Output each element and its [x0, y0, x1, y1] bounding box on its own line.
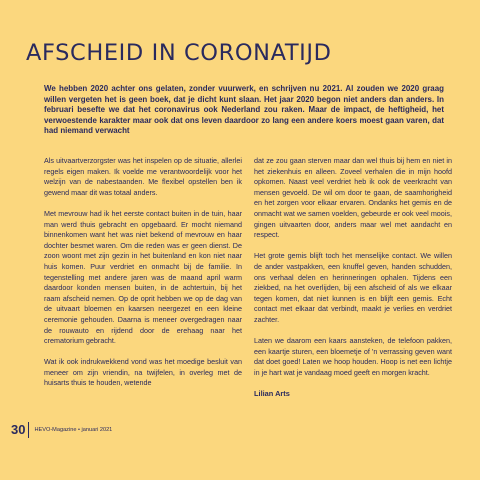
- article-lead: We hebben 2020 achter ons gelaten, zonder vuurwerk, en schrijven nu 2021. Al zouden we 2020 graag willen vergeten het is geen boek, dat je dicht kunt slaan. Het jaar 2020 begon niet anders dan anders. In februari besefte we dat het coronavirus ook Nederland zou raken. Maar de impact, de heftigheid, het verwoestende karakter maar ook dat ons leven daardoor zo lang een andere koers moest gaan varen, dat had niemand verwacht: [44, 84, 444, 136]
- paragraph: dat ze zou gaan sterven maar dan wel thuis bij hem en niet in het ziekenhuis en alleen. Zoveel verhalen die in mijn hoofd opkomen. Naast veel verdriet heb ik ook de veerkracht van mensen gevoeld. De wil om door te gaan, de saamhorigheid en het zorgen voor elkaar ervaren. Ondanks het gemis en de onmacht wat we samen voelden, gebeurde er ook veel moois, gingen uitvaarten door, anders maar wel met aandacht en respect.: [254, 156, 452, 240]
- paragraph: Het grote gemis blijft toch het menselijke contact. We willen de ander vastpakken, een knuffel geven, handen schudden, ons verhaal delen en herinneringen ophalen. Tijdens een ziekbed, na het overlijden, bij een afscheid of als we elkaar tegen komen, dat niet kunnen is en blijft een gemis. Echt contact met elkaar dat verbindt, maakt je verlies en verdriet zachter.: [254, 251, 452, 324]
- page-number: 30: [8, 422, 29, 438]
- right-column: [254, 156, 452, 400]
- page-footer: [8, 422, 112, 438]
- paragraph: Als uitvaartverzorgster was het inspelen op de situatie, allerlei regels eigen maken. Ik voelde me verantwoordelijk voor het welzijn van de nabestaanden. Me flexibel opstellen ben ik gewend maar dit was totaal anders.: [44, 156, 242, 197]
- paragraph: Laten we daarom een kaars aansteken, de telefoon pakken, een kaartje sturen, een bloemetje of 'n verrassing geven want dat doet goed! Laten we hoop houden. Hoop is net een lichtje in je hart wat je vandaag moed geeft en morgen kracht.: [254, 336, 452, 377]
- publication-info: HEVO-Magazine • januari 2021: [34, 427, 113, 433]
- paragraph: Wat ik ook indrukwekkend vond was het moedige besluit van meneer om zijn vriendin, na twijfelen, in overleg met de huisarts thuis te houden, wetende: [44, 357, 242, 388]
- author-name: Lilian Arts: [254, 389, 290, 399]
- paragraph: Met mevrouw had ik het eerste contact buiten in de tuin, haar man werd thuis gebracht en opgebaard. Er mocht niemand binnenkomen want het was niet bekend of mevrouw en haar dochter besmet waren. Om die reden was er geen dienst. De zoon woont met zijn gezin in het buitenland en kon niet naar huis komen. Puur verdriet en onmacht bij de familie. In tegenstelling met andere jaren was de maand april warm daardoor konden mensen buiten, in de achtertuin, bij het raam afscheid nemen. Op de oprit hebben we op de dag van de uitvaart bloemen en kaarsen neergezet en een kleine ceremonie gehouden. Daarna is meneer overgedragen naar de rouwauto en rijdend door de erehaag naar het crematorium gebracht.: [44, 208, 242, 346]
- article-title: AFSCHEID IN CORONATIJD: [26, 40, 332, 66]
- left-column: [44, 156, 242, 389]
